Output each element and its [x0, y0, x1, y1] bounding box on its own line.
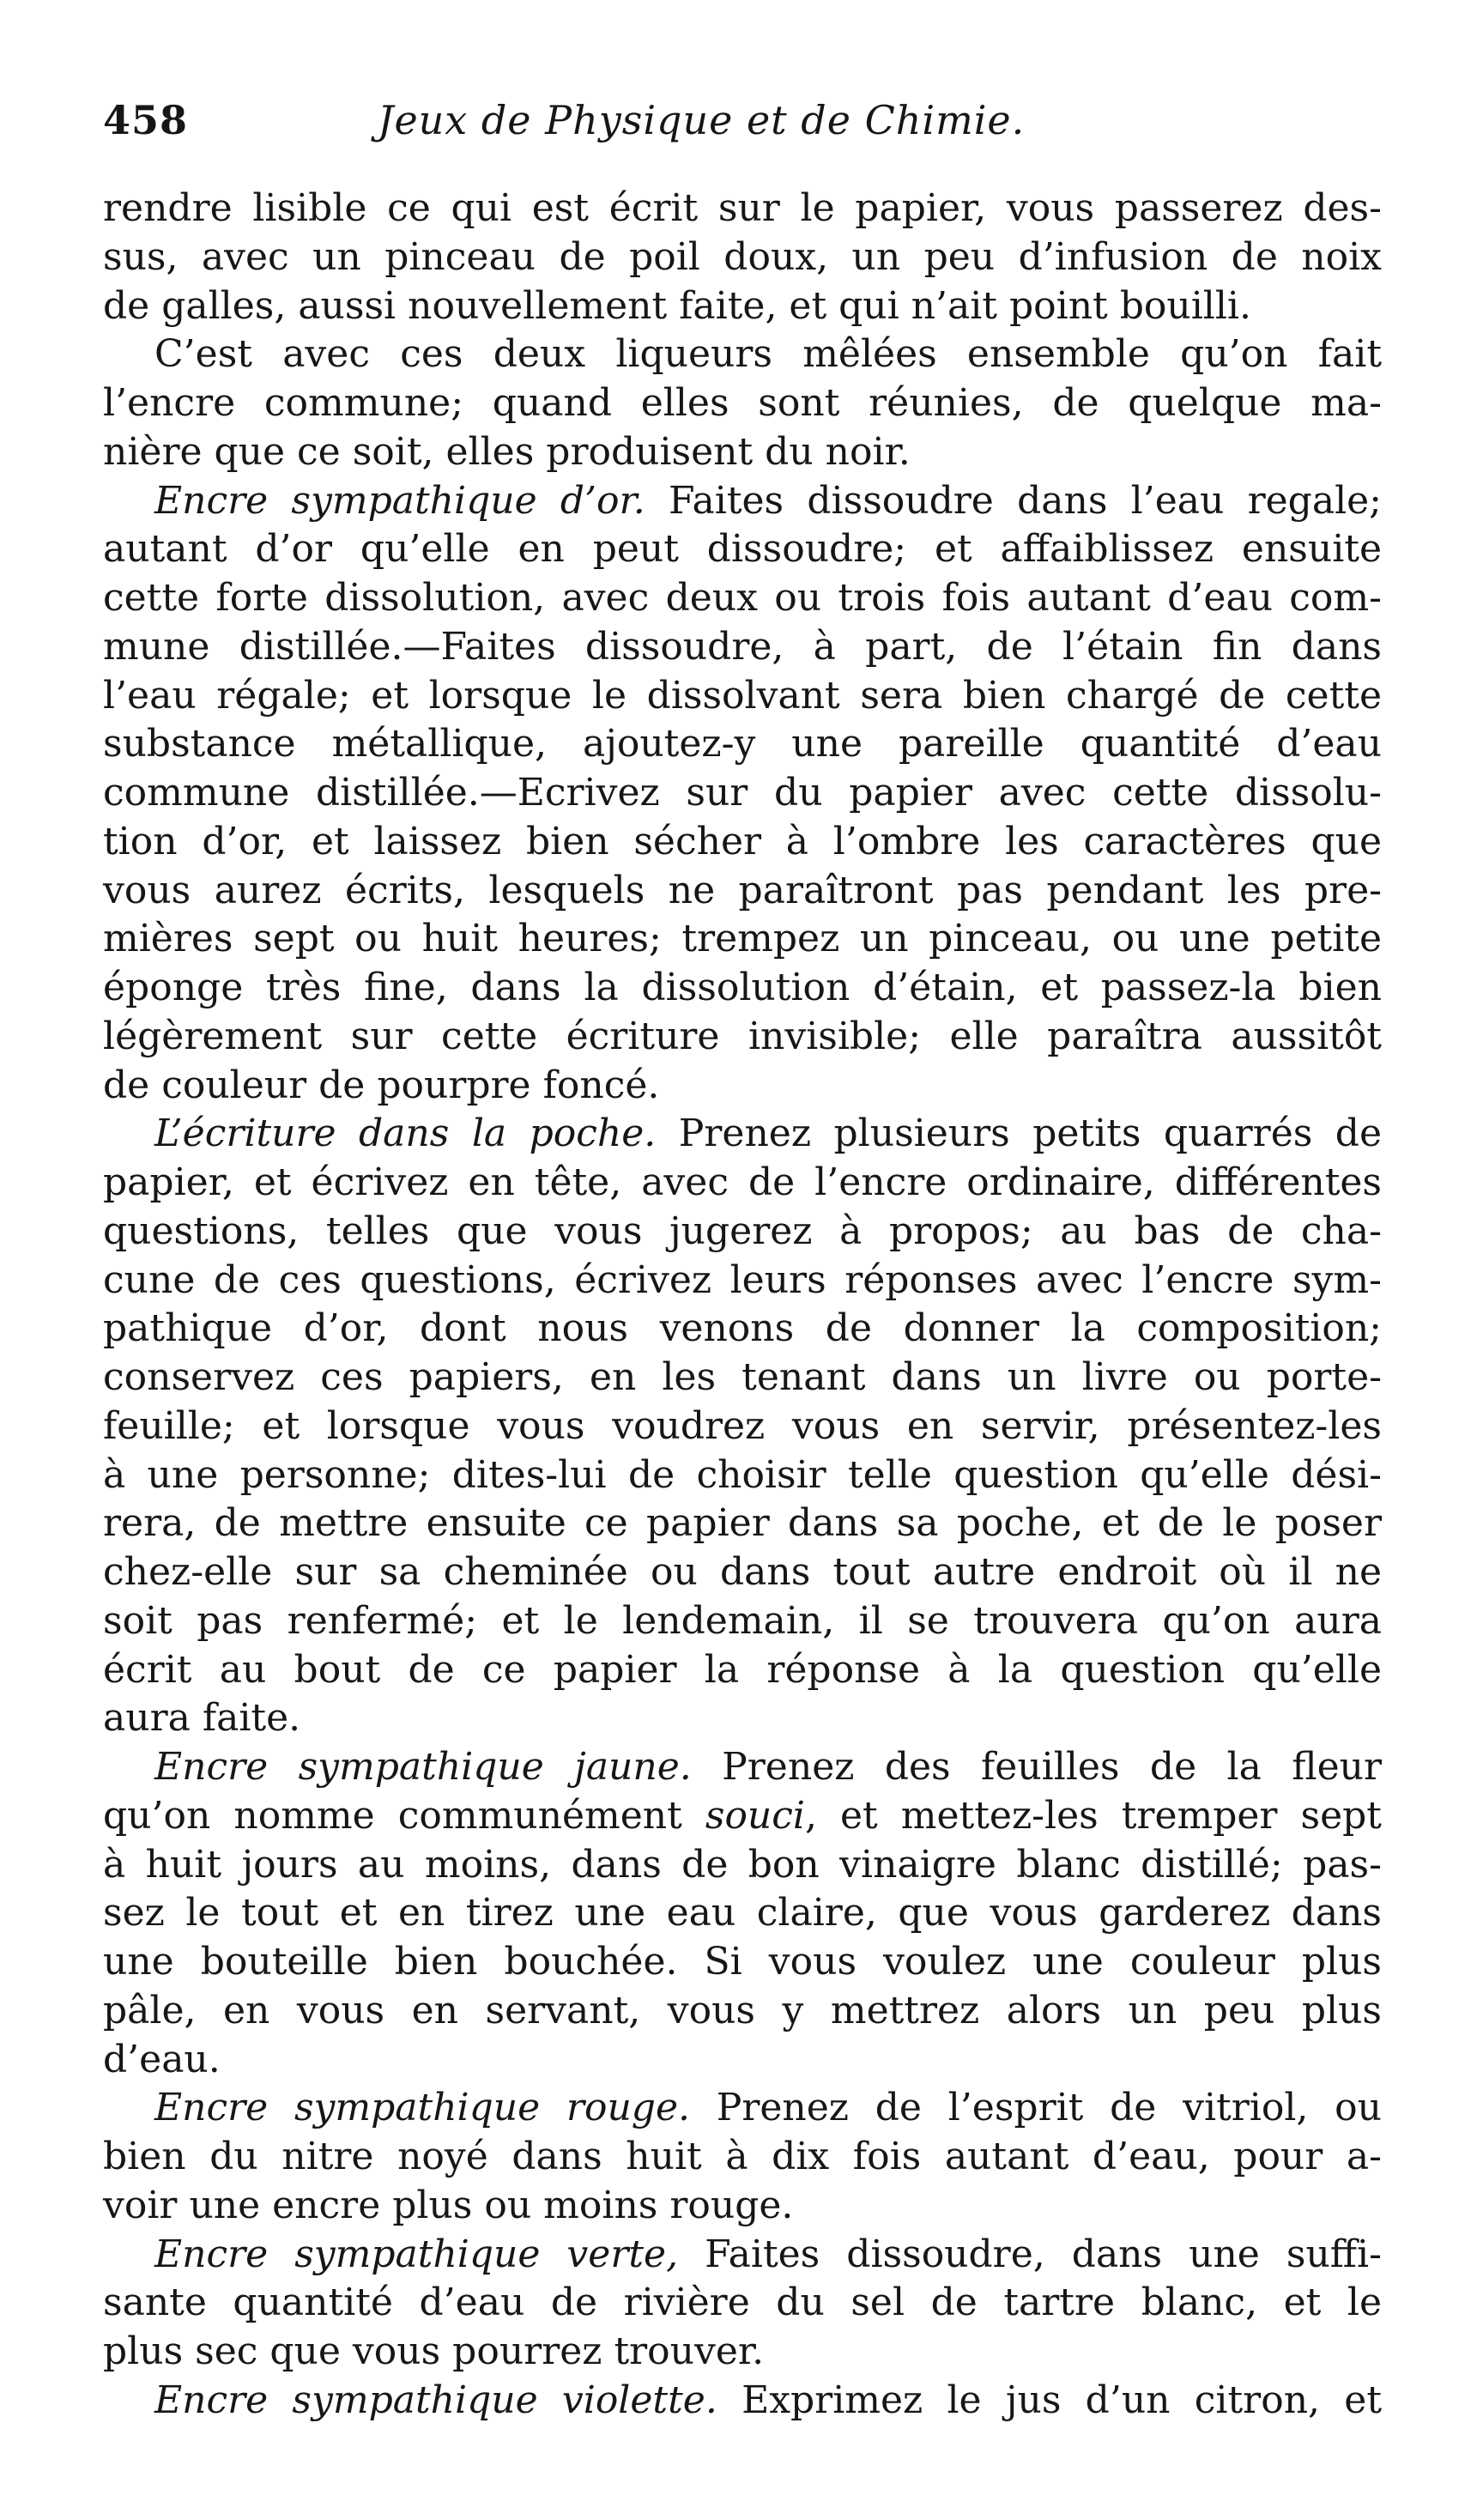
- text-line: [103, 428, 1382, 477]
- italic-run: Encre sympathique d’or.: [154, 478, 645, 523]
- text-run: écrit au bout de ce papier la réponse à la question qu’elle: [103, 1647, 1382, 1692]
- italic-run: souci: [705, 1793, 805, 1838]
- text-run: chez-elle sur sa cheminée ou dans tout autre endroit où il ne: [103, 1550, 1382, 1594]
- text-run: , et mettez-les tremper sept: [804, 1793, 1382, 1838]
- text-line: [103, 2279, 1382, 2328]
- text-line: [103, 1938, 1382, 1987]
- text-line: [103, 672, 1382, 721]
- italic-run: Encre sympathique rouge.: [154, 2086, 690, 2130]
- page-header: [103, 86, 1390, 154]
- text-run: une bouteille bien bouchée. Si vous voulez une couleur plus: [103, 1940, 1382, 1984]
- text-run: autant d’or qu’elle en peut dissoudre; et affaiblissez ensuite: [103, 527, 1382, 572]
- text-line: [103, 2182, 1382, 2231]
- text-line: [103, 1257, 1382, 1305]
- text-run: feuille; et lorsque vous voudrez vous en servir, présentez-les: [103, 1403, 1382, 1448]
- text-run: sez le tout et en tirez une eau claire, que vous garderez dans: [103, 1891, 1382, 1935]
- text-run: Prenez des feuilles de la fleur: [691, 1745, 1382, 1789]
- text-line: [103, 233, 1382, 282]
- text-run: bien du nitre noyé dans huit à dix fois autant d’eau, pour a-: [103, 2135, 1382, 2178]
- text-line: [103, 2328, 1382, 2377]
- text-line: [103, 1354, 1382, 1402]
- text-run: cune de ces questions, écrivez leurs réponses avec l’encre sym-: [103, 1257, 1382, 1302]
- text-line: [103, 1305, 1382, 1354]
- text-run: questions, telles que vous jugerez à propos; au bas de cha-: [103, 1209, 1382, 1253]
- text-run: soit pas renfermé; et le lendemain, il se trouvera qu’on aura: [103, 1598, 1382, 1643]
- text-line: [103, 185, 1382, 233]
- text-line: [103, 1451, 1382, 1500]
- text-run: Faites dissoudre dans l’eau regale;: [645, 478, 1383, 523]
- text-run: l’eau régale; et lorsque le dissolvant sera bien chargé de cette: [103, 673, 1382, 718]
- body-text: [103, 185, 1382, 2426]
- text-run: pathique d’or, dont nous venons de donner la composition;: [103, 1306, 1382, 1351]
- text-run: Exprimez le jus d’un citron, et: [717, 2378, 1382, 2422]
- text-run: voir une encre plus ou moins rouge.: [103, 2183, 794, 2227]
- text-run: conservez ces papiers, en les tenant dans un livre ou porte-: [103, 1355, 1382, 1399]
- text-line: [103, 964, 1382, 1013]
- italic-run: Encre sympathique violette.: [154, 2378, 717, 2422]
- text-run: pâle, en vous en servant, vous y mettrez alors un peu plus: [103, 1988, 1382, 2032]
- text-run: de couleur de pourpre foncé.: [103, 1063, 660, 1107]
- text-line: [103, 1499, 1382, 1548]
- text-line: [103, 330, 1382, 379]
- text-run: légèrement sur cette écriture invisible; elle paraîtra aussitôt: [103, 1014, 1382, 1058]
- text-run: éponge très fine, dans la dissolution d’étain, et passez-la bien: [103, 966, 1382, 1009]
- text-run: à huit jours au moins, dans de bon vinaigre blanc distillé; pas-: [103, 1842, 1382, 1887]
- text-run: Prenez plusieurs petits quarrés de: [656, 1112, 1383, 1156]
- text-line: [103, 1159, 1382, 1208]
- text-line: [103, 1013, 1382, 1062]
- text-run: substance métallique, ajoutez-y une pareille quantité d’eau: [103, 722, 1382, 766]
- text-run: rendre lisible ce qui est écrit sur le papier, vous passerez des-: [103, 186, 1382, 230]
- text-run: rera, de mettre ensuite ce papier dans sa poche, et de le poser: [103, 1501, 1382, 1546]
- running-title: Jeux de Physique et de Chimie.: [378, 97, 1026, 143]
- text-line: [103, 818, 1382, 867]
- text-line: [103, 1208, 1382, 1257]
- text-line: [103, 720, 1382, 769]
- text-run: mières sept ou huit heures; trempez un pinceau, ou une petite: [103, 917, 1382, 961]
- text-line: [103, 623, 1382, 672]
- text-line: [103, 1110, 1382, 1159]
- text-run: vous aurez écrits, lesquels ne paraîtront pas pendant les pre-: [103, 868, 1382, 912]
- text-line: [103, 282, 1382, 331]
- text-run: mune distillée.—Faites dissoudre, à part, de l’étain fin dans: [103, 624, 1382, 669]
- text-line: [103, 1889, 1382, 1938]
- text-run: cette forte dissolution, avec deux ou trois fois autant d’eau com-: [103, 576, 1382, 620]
- text-line: [103, 477, 1382, 526]
- text-run: sus, avec un pinceau de poil doux, un peu d’infusion de noix: [103, 234, 1382, 279]
- text-line: [103, 1792, 1382, 1841]
- text-line: [103, 2036, 1382, 2085]
- text-line: [103, 379, 1382, 428]
- text-run: qu’on nomme communément: [103, 1793, 705, 1838]
- text-line: [103, 1694, 1382, 1743]
- text-line: [103, 1646, 1382, 1695]
- text-run: papier, et écrivez en tête, avec de l’encre ordinaire, différentes: [103, 1160, 1382, 1204]
- text-line: [103, 1548, 1382, 1597]
- text-run: de galles, aussi nouvellement faite, et qui n’ait point bouilli.: [103, 283, 1251, 328]
- italic-run: Encre sympathique verte,: [154, 2232, 679, 2276]
- text-line: [103, 2133, 1382, 2182]
- text-run: nière que ce soit, elles produisent du noir.: [103, 429, 911, 474]
- text-run: d’eau.: [103, 2037, 221, 2081]
- text-line: [103, 915, 1382, 964]
- text-run: aura faite.: [103, 1696, 301, 1741]
- text-run: Faites dissoudre, dans une suffi-: [678, 2232, 1382, 2276]
- text-line: [103, 1597, 1382, 1646]
- text-line: [103, 1402, 1382, 1451]
- page-number: 458: [103, 97, 189, 143]
- text-line: [103, 769, 1382, 818]
- text-line: [103, 1841, 1382, 1890]
- text-line: [103, 1987, 1382, 2036]
- text-line: [103, 1062, 1382, 1111]
- text-run: C’est avec ces deux liqueurs mêlées ensemble qu’on fait: [154, 332, 1382, 377]
- text-run: tion d’or, et laissez bien sécher à l’ombre les caractères que: [103, 819, 1382, 863]
- text-line: [103, 2231, 1382, 2280]
- text-run: Prenez de l’esprit de vitriol, ou: [689, 2086, 1382, 2130]
- text-run: sante quantité d’eau de rivière du sel de tartre blanc, et le: [103, 2281, 1382, 2325]
- text-run: à une personne; dites-lui de choisir telle question qu’elle dési-: [103, 1452, 1382, 1497]
- text-line: [103, 574, 1382, 623]
- text-line: [103, 1743, 1382, 1792]
- text-line: [103, 525, 1382, 574]
- italic-run: Encre sympathique jaune.: [154, 1745, 692, 1789]
- text-line: [103, 867, 1382, 916]
- text-line: [103, 2084, 1382, 2133]
- text-run: commune distillée.—Ecrivez sur du papier avec cette dissolu-: [103, 771, 1382, 815]
- text-run: l’encre commune; quand elles sont réunies, de quelque ma-: [103, 381, 1382, 425]
- text-run: plus sec que vous pourrez trouver.: [103, 2329, 765, 2373]
- italic-run: L’écriture dans la poche.: [154, 1112, 657, 1156]
- text-line: [103, 2377, 1382, 2426]
